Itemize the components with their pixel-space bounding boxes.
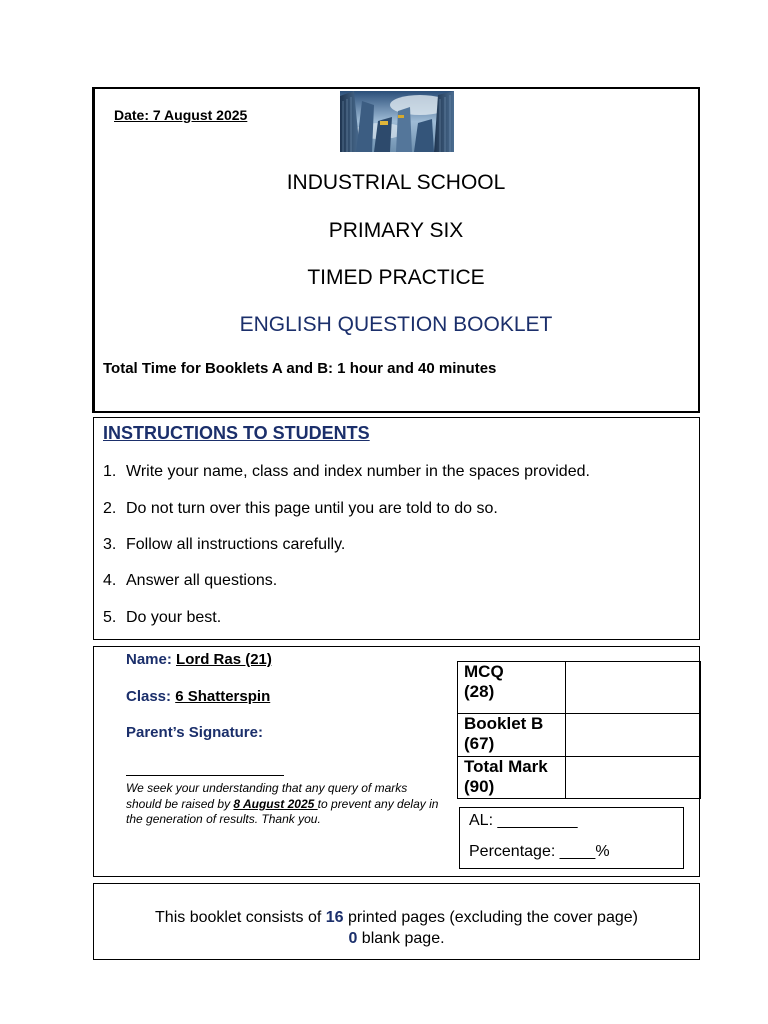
instruction-item <box>103 536 345 554</box>
instruction-item <box>103 500 498 518</box>
pages-text-middle: printed pages (excluding the cover page) <box>343 909 638 926</box>
exam-date: Date: 7 August 2025 <box>114 107 248 123</box>
instruction-text: Answer all questions. <box>126 572 278 589</box>
instruction-number: 5. <box>103 609 117 626</box>
marks-row-label <box>458 662 566 714</box>
percentage-field[interactable]: Percentage: ____% <box>469 843 610 860</box>
instructions-heading: INSTRUCTIONS TO STUDENTS <box>103 423 370 443</box>
total-time: Total Time for Booklets A and B: 1 hour and 40 minutes <box>103 360 497 377</box>
instruction-item <box>103 463 590 481</box>
marks-row-label <box>458 714 566 757</box>
row-title: MCQ <box>464 662 504 681</box>
name-value: Lord Ras (21) <box>176 651 272 668</box>
practice-title: TIMED PRACTICE <box>307 266 485 289</box>
instruction-text: Follow all instructions carefully. <box>126 536 346 553</box>
row-max: (28) <box>464 682 495 701</box>
instruction-number: 1. <box>103 463 117 480</box>
instruction-number: 2. <box>103 500 117 517</box>
pages-text-end: blank page. <box>357 930 445 947</box>
marks-cell[interactable] <box>566 662 701 714</box>
note-text: We seek your understanding that any query of marks should be raised by <box>126 781 408 811</box>
level-title: PRIMARY SIX <box>328 219 464 242</box>
marks-table <box>457 661 701 799</box>
instruction-text: Write your name, class and index number in the spaces provided. <box>126 463 590 480</box>
pages-text-start: This booklet consists of <box>155 909 326 926</box>
instruction-text: Do your best. <box>126 609 222 626</box>
city-skyscrapers-image <box>340 91 454 152</box>
marks-row-label <box>458 757 566 799</box>
printed-page-count: 16 <box>325 909 344 926</box>
name-row <box>126 651 272 668</box>
note-text-end: to prevent any delay in the generation of results. Thank you. <box>126 796 439 826</box>
class-row <box>126 688 270 705</box>
name-label: Name: <box>126 651 172 668</box>
marks-cell[interactable] <box>566 714 701 757</box>
marks-query-note <box>126 781 441 828</box>
page-count-text <box>93 907 700 949</box>
blank-page-count: 0 <box>348 930 358 947</box>
table-row <box>458 662 701 714</box>
row-max: (67) <box>464 734 495 753</box>
table-row <box>458 714 701 757</box>
instruction-item <box>103 609 221 627</box>
instructions-box <box>93 417 700 640</box>
signature-label: Parent’s Signature: <box>126 724 263 741</box>
table-row <box>458 757 701 799</box>
school-name: INDUSTRIAL SCHOOL <box>286 171 506 194</box>
instruction-item <box>103 572 277 590</box>
signature-line[interactable] <box>126 775 284 776</box>
instruction-text: Do not turn over this page until you are told to do so. <box>126 500 498 517</box>
row-title: Booklet B <box>464 714 544 733</box>
note-deadline: 8 August 2025 <box>233 796 318 811</box>
instruction-number: 4. <box>103 572 117 589</box>
class-value: 6 Shatterspin <box>175 688 271 705</box>
row-title: Total Mark <box>464 757 548 776</box>
booklet-title: ENGLISH QUESTION BOOKLET <box>239 313 553 336</box>
marks-cell[interactable] <box>566 757 701 799</box>
class-label: Class: <box>126 688 172 705</box>
al-field[interactable]: AL: _________ <box>469 812 578 829</box>
row-max: (90) <box>464 777 495 796</box>
instruction-number: 3. <box>103 536 117 553</box>
